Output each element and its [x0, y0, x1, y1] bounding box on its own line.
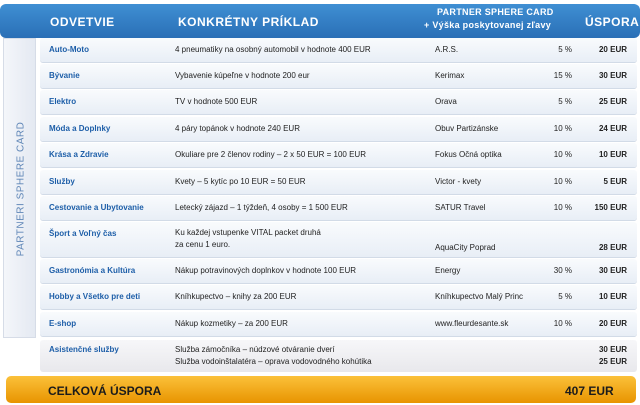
total-bar [6, 376, 636, 403]
row-example: Kvety – 5 kytíc po 10 EUR = 50 EUR [175, 177, 306, 186]
row-example-line2: za cenu 1 euro. [175, 240, 231, 249]
table-row [40, 312, 637, 336]
table-header [0, 4, 640, 38]
row-discount: 15 % [553, 71, 572, 80]
row-saving: 10 EUR [598, 292, 627, 301]
row-partner: Orava [435, 97, 457, 106]
table-row [40, 143, 637, 167]
row-example: Okuliare pre 2 členov rodiny – 2 x 50 EUR = 100 EUR [175, 150, 366, 159]
row-discount: 5 % [558, 45, 572, 54]
row-saving: 5 EUR [603, 177, 627, 186]
row-saving: 30 EUR [598, 71, 627, 80]
row-category: Auto-Moto [49, 45, 89, 54]
table-row [40, 117, 637, 141]
table-row [40, 64, 637, 88]
header-example: KONKRÉTNY PRÍKLAD [178, 15, 319, 29]
table-row [40, 259, 637, 283]
header-saving: ÚSPORA [585, 15, 640, 29]
row-discount: 10 % [553, 124, 572, 133]
row-category: E-shop [49, 319, 77, 328]
row-partner: A.R.S. [435, 45, 459, 54]
assist-line1: Služba zámočníka – núdzové otváranie dverí [175, 345, 335, 354]
row-example: Kníhkupectvo – knihy za 200 EUR [175, 292, 297, 301]
row-category: Šport a Voľný čas [49, 229, 117, 238]
table-row [40, 222, 637, 257]
row-category: Bývanie [49, 71, 80, 80]
table-row [40, 38, 637, 62]
row-category: Cestovanie a Ubytovanie [49, 203, 144, 212]
row-discount: 10 % [553, 177, 572, 186]
total-label: CELKOVÁ ÚSPORA [48, 384, 162, 398]
row-saving: 150 EUR [594, 203, 627, 212]
table-row [40, 90, 637, 114]
row-discount: 5 % [558, 292, 572, 301]
row-example: Vybavenie kúpeľne v hodnote 200 eur [175, 71, 310, 80]
assist-saving2: 25 EUR [598, 357, 627, 366]
row-partner: AquaCity Poprad [435, 243, 496, 252]
side-panel [3, 38, 36, 338]
row-discount: 5 % [558, 97, 572, 106]
row-category: Služby [49, 177, 75, 186]
row-discount: 10 % [553, 319, 572, 328]
row-discount: 30 % [553, 266, 572, 275]
table-row [40, 285, 637, 309]
row-partner: Energy [435, 266, 461, 275]
row-example: 4 páry topánok v hodnote 240 EUR [175, 124, 300, 133]
total-value: 407 EUR [565, 384, 614, 398]
row-partner: Obuv Partizánske [435, 124, 499, 133]
row-partner: Kerimax [435, 71, 465, 80]
row-category: Elektro [49, 97, 77, 106]
assist-line2: Služba vodoinštalatéra – oprava vodovodného kohútika [175, 357, 372, 366]
row-category: Gastronómia a Kultúra [49, 266, 136, 275]
table-row [40, 170, 637, 194]
row-saving: 28 EUR [598, 243, 627, 252]
assist-category: Asistenčné služby [49, 345, 119, 354]
assist-row [40, 340, 637, 372]
row-example: Ku každej vstupenke VITAL packet druhá [175, 228, 321, 237]
side-label: PARTNERI SPHERE CARD [15, 121, 27, 257]
row-partner: Victor - kvety [435, 177, 482, 186]
row-example: Nákup potravinových doplnkov v hodnote 100 EUR [175, 266, 356, 275]
row-example: 4 pneumatiky na osobný automobil v hodnote 400 EUR [175, 45, 371, 54]
row-example: TV v hodnote 500 EUR [175, 97, 258, 106]
row-saving: 24 EUR [598, 124, 627, 133]
table-row [40, 196, 637, 220]
row-partner: www.fleurdesante.sk [435, 319, 509, 328]
row-saving: 20 EUR [598, 45, 627, 54]
row-partner: Fokus Očná optika [435, 150, 502, 159]
row-saving: 10 EUR [598, 150, 627, 159]
row-category: Móda a Doplnky [49, 124, 111, 133]
row-example: Nákup kozmetiky – za 200 EUR [175, 319, 288, 328]
row-saving: 20 EUR [598, 319, 627, 328]
row-discount: 10 % [553, 203, 572, 212]
row-saving: 25 EUR [598, 97, 627, 106]
header-partner-line2: + Výška poskytovanej zľavy [424, 20, 552, 30]
row-discount: 10 % [553, 150, 572, 159]
row-partner: SATUR Travel [435, 203, 486, 212]
assist-saving1: 30 EUR [598, 345, 627, 354]
row-category: Hobby a Všetko pre deti [49, 292, 141, 301]
header-partner-line1: PARTNER SPHERE CARD [437, 7, 554, 17]
header-category: ODVETVIE [50, 15, 115, 29]
row-partner: Kníhkupectvo Malý Princ [435, 292, 524, 301]
row-category: Krása a Zdravie [49, 150, 109, 159]
row-example: Letecký zájazd – 1 týždeň, 4 osoby = 1 500 EUR [175, 203, 348, 212]
row-saving: 30 EUR [598, 266, 627, 275]
